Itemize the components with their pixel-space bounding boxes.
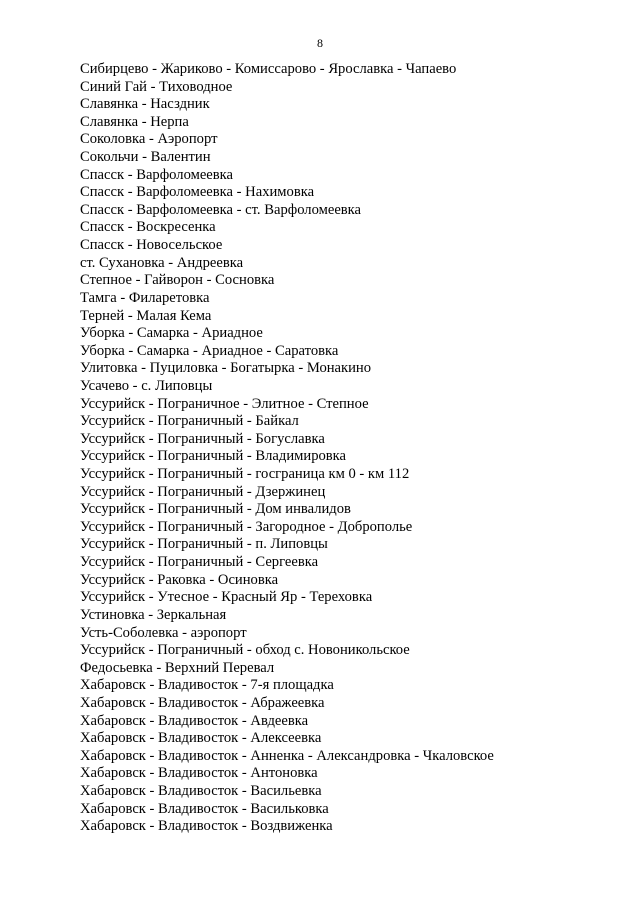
route-item: Уссурийск - Пограничный - обход с. Новоникольское [80,642,410,659]
route-item: Терней - Малая Кема [80,307,212,324]
route-item: Славянка - Нерпа [80,113,189,130]
route-item: Уссурийск - Пограничный - п. Липовцы [80,536,328,553]
route-item: Хабаровск - Владивосток - Васильевка [80,782,322,799]
route-item: Хабаровск - Владивосток - Авдеевка [80,712,309,729]
route-item: Славянка - Насздник [80,96,210,113]
route-item: Уссурийск - Пограничный - Владимировка [80,448,347,465]
route-item: Уборка - Самарка - Ариадное [80,325,263,342]
route-item: Уссурийск - Раковка - Осиновка [80,571,279,588]
route-item: Хабаровск - Владивосток - Антоновка [80,765,318,782]
route-item: Улитовка - Пуциловка - Богатырка - Монакино [80,360,372,377]
route-item: Хабаровск - Владивосток - 7-я площадка [80,677,334,694]
route-item: Спасск - Новосельское [80,237,223,254]
route-list [80,61,620,836]
route-item: Усачево - с. Липовцы [80,377,213,394]
route-item: Степное - Гайворон - Сосновка [80,272,275,289]
route-item: Уссурийск - Пограничный - Сергеевка [80,554,319,571]
route-item: Уссурийск - Пограничное - Элитное - Степное [80,395,369,412]
route-item: Хабаровск - Владивосток - Алексеевка [80,730,322,747]
route-item: Спасск - Варфоломеевка - ст. Варфоломеевка [80,201,362,218]
route-item: Тамга - Филаретовка [80,289,210,306]
route-item: Усть-Соболевка - аэропорт [80,624,247,641]
route-item: Устиновка - Зеркальная [80,606,227,623]
route-item: Хабаровск - Владивосток - Васильковка [80,800,329,817]
route-item: Уссурийск - Пограничный - Дом инвалидов [80,501,351,518]
route-item: ст. Сухановка - Андреевка [80,254,244,271]
route-item: Уссурийск - Пограничный - госграница км 0 - км 112 [80,466,410,483]
route-item: Уссурийск - Пограничный - Богуславка [80,430,325,447]
route-item: Уссурийск - Пограничный - Дзержинец [80,483,326,500]
route-item: Уссурийск - Утесное - Красный Яр - Тереховка [80,589,373,606]
route-item: Соколовка - Аэропорт [80,131,218,148]
route-item: Спасск - Воскресенка [80,219,216,236]
route-item: Хабаровск - Владивосток - Абражеевка [80,694,325,711]
route-item: Уборка - Самарка - Ариадное - Саратовка [80,342,339,359]
route-item: Спасск - Варфоломеевка [80,166,234,183]
route-item: Хабаровск - Владивосток - Анненка - Александровка - Чкаловское [80,747,494,764]
route-item: Сибирцево - Жариково - Комиссарово - Ярославка - Чапаево [80,61,457,77]
route-item: Уссурийск - Пограничный - Загородное - Доброполье [80,518,413,535]
page-number: 8 [317,36,323,50]
route-item: Синий Гай - Тиховодное [80,78,233,95]
route-item: Хабаровск - Владивосток - Воздвиженка [80,818,333,835]
route-item: Спасск - Варфоломеевка - Нахимовка [80,184,315,201]
route-item: Сокольчи - Валентин [80,149,211,166]
route-item: Федосьевка - Верхний Перевал [80,659,275,676]
route-item: Уссурийск - Пограничный - Байкал [80,413,299,430]
